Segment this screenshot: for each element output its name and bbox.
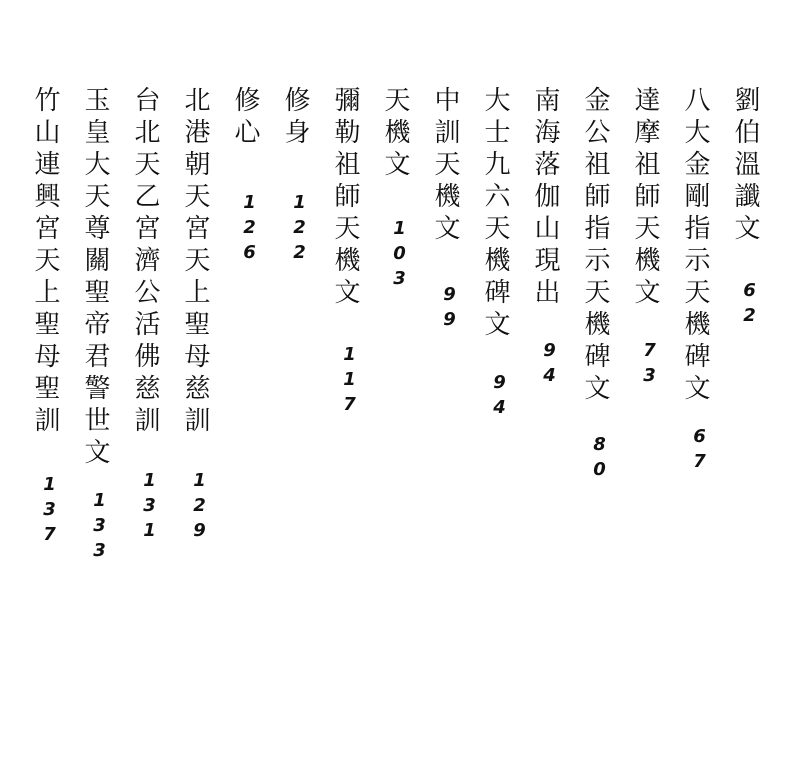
- toc-entry: [622, 86, 668, 390]
- toc-entry-title: 竹山連興宮天上聖母聖訓: [30, 86, 60, 438]
- toc-entry: [522, 86, 568, 390]
- toc-entry: [572, 86, 618, 484]
- toc-entry-page: 137: [39, 474, 60, 549]
- toc-entry-page: 94: [489, 372, 510, 422]
- toc-entry-title: 大士九六天機碑文: [480, 86, 510, 342]
- toc-entry: [272, 86, 318, 267]
- toc-entry-title: 天機文: [380, 86, 410, 182]
- toc-entry-page: 126: [239, 192, 260, 267]
- toc-entry-title: 南海落伽山現出: [530, 86, 560, 310]
- toc-entry: [72, 86, 118, 565]
- toc-entry-title: 達摩祖師天機文: [630, 86, 660, 310]
- toc-entry: [672, 86, 718, 476]
- toc-entry: [472, 86, 518, 422]
- toc-entry-page: 99: [439, 284, 460, 334]
- toc-entry: [122, 86, 168, 545]
- toc-entry-page: 94: [539, 340, 560, 390]
- toc-entry-title: 修身: [280, 86, 310, 150]
- toc-entry-title: 金公祖師指示天機碑文: [580, 86, 610, 406]
- toc-entry-page: 133: [89, 490, 110, 565]
- toc-entry-page: 67: [689, 426, 710, 476]
- toc-entry: [722, 86, 768, 330]
- toc-entry-title: 彌勒祖師天機文: [330, 86, 360, 310]
- toc-entry-title: 北港朝天宮天上聖母慈訓: [180, 86, 210, 438]
- toc-entry-page: 62: [739, 280, 760, 330]
- toc-entry-title: 八大金剛指示天機碑文: [680, 86, 710, 406]
- toc-entry-title: 修心: [230, 86, 260, 150]
- toc-entry-title: 中訓天機文: [430, 86, 460, 246]
- toc-entry-page: 122: [289, 192, 310, 267]
- toc-entry-page: 103: [389, 218, 410, 293]
- toc-entry: [172, 86, 218, 545]
- toc-entry-page: 73: [639, 340, 660, 390]
- toc-entry-page: 131: [139, 470, 160, 545]
- toc-entry: [322, 86, 368, 419]
- toc-entry: [422, 86, 468, 334]
- toc-entry-title: 台北天乙宮濟公活佛慈訓: [130, 86, 160, 438]
- toc-entry-page: 80: [589, 434, 610, 484]
- toc-entry: [22, 86, 68, 549]
- toc-entry: [222, 86, 268, 267]
- toc-entry-page: 117: [339, 344, 360, 419]
- toc-entry-page: 129: [189, 470, 210, 545]
- toc-entry: [372, 86, 418, 293]
- toc-entry-title: 劉伯溫讖文: [730, 86, 760, 246]
- toc-entry-title: 玉皇大天尊關聖帝君警世文: [80, 86, 110, 470]
